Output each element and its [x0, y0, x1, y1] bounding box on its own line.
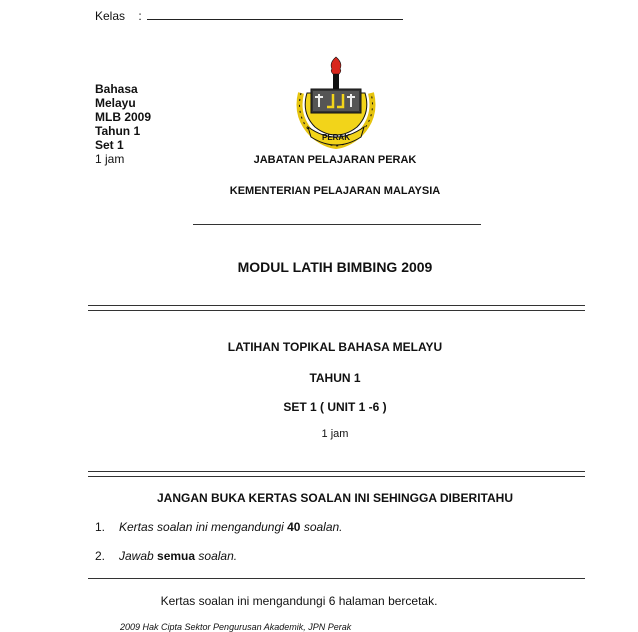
kelas-blank-line	[147, 9, 403, 20]
exam-topic: LATIHAN TOPIKAL BAHASA MELAYU	[227, 340, 443, 354]
exam-duration: 1 jam	[321, 428, 349, 440]
instruction-text: Jawab	[119, 549, 158, 563]
module-title: MODUL LATIH BIMBING 2009	[237, 259, 433, 275]
instruction-emphasis: semua	[157, 549, 196, 563]
department-name: JABATAN PELAJARAN PERAK	[253, 154, 417, 166]
crest-text: PERAK	[321, 133, 351, 142]
instruction-number: 1.	[95, 520, 106, 534]
kelas-separator: :	[138, 9, 142, 23]
subject-duration: 1 jam	[95, 152, 125, 166]
subject-line-1: Bahasa	[95, 82, 138, 96]
page-count-note: Kertas soalan ini mengandungi 6 halaman bercetak.	[160, 594, 438, 608]
footer-divider	[88, 578, 585, 579]
instruction-suffix: soalan.	[300, 520, 343, 534]
subject-line-2: Melayu	[95, 96, 136, 110]
instruction-number: 2.	[95, 549, 106, 563]
warning-notice: JANGAN BUKA KERTAS SOALAN INI SEHINGGA DIBERITAHU	[156, 491, 513, 505]
kelas-label: Kelas	[95, 9, 126, 23]
instruction-text: Kertas soalan ini mengandungi	[119, 520, 288, 534]
crest-icon	[291, 55, 381, 150]
subject-code: MLB 2009	[95, 110, 152, 124]
instruction-item-1	[95, 520, 343, 534]
instruction-item-2	[95, 549, 237, 563]
double-divider-top	[88, 305, 585, 311]
instruction-emphasis: 40	[287, 520, 301, 534]
exam-year: TAHUN 1	[309, 371, 361, 385]
copyright-notice: 2009 Hak Cipta Sektor Pengurusan Akademik, JPN Perak	[120, 622, 352, 632]
perak-crest-logo	[291, 55, 381, 150]
double-divider-bottom	[88, 471, 585, 477]
exam-set: SET 1 ( UNIT 1 -6 )	[283, 400, 387, 414]
instruction-suffix: soalan.	[195, 549, 238, 563]
ministry-name: KEMENTERIAN PELAJARAN MALAYSIA	[229, 185, 441, 197]
kelas-row	[95, 9, 403, 23]
subject-set: Set 1	[95, 138, 124, 152]
subject-year: Tahun 1	[95, 124, 141, 138]
header-divider	[193, 224, 481, 225]
